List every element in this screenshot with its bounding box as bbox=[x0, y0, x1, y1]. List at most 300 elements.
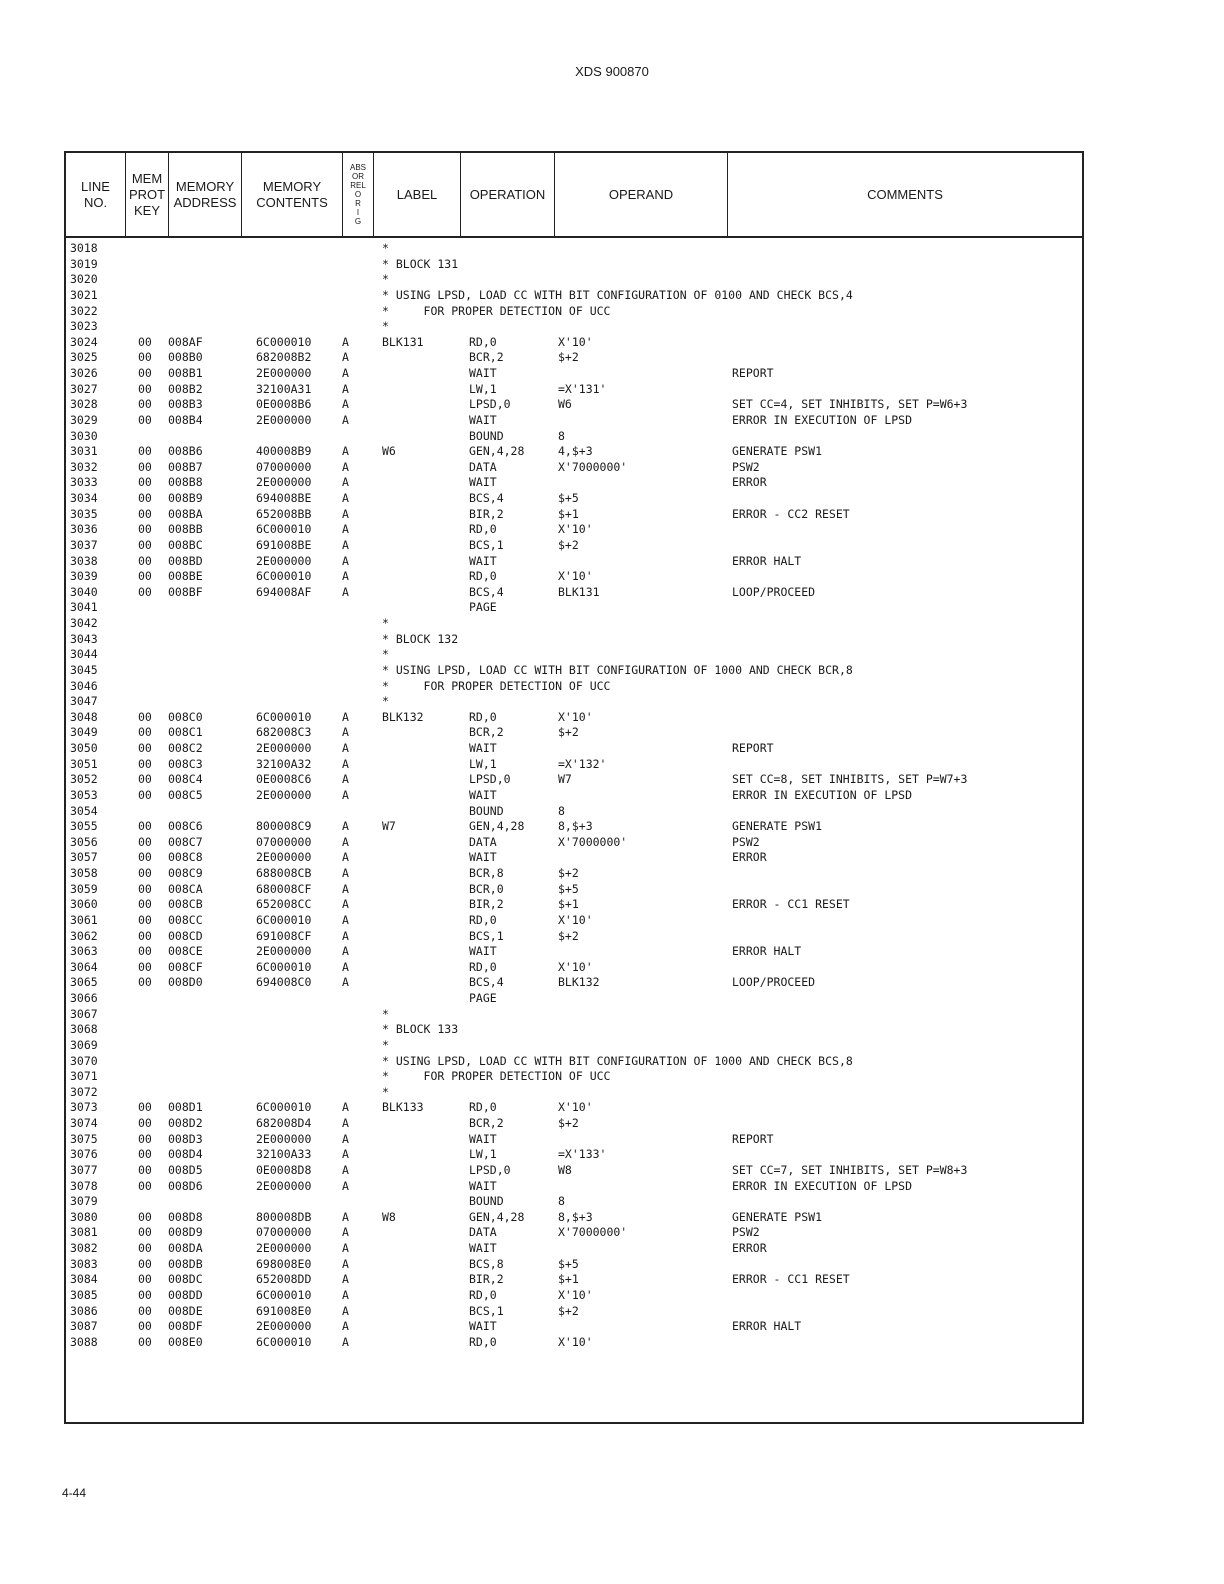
cell-abs-rel-flag: A bbox=[342, 1100, 349, 1115]
listing-row bbox=[66, 1163, 1082, 1179]
cell-memory-contents: 2E000000 bbox=[256, 1131, 312, 1146]
cell-operand: BLK132 bbox=[558, 975, 600, 990]
cell-line-number: 3069 bbox=[70, 1037, 98, 1052]
cell-memory-contents: 698008E0 bbox=[256, 1256, 312, 1271]
cell-operation: LPSD,0 bbox=[469, 772, 511, 787]
cell-memory-contents: 6C000010 bbox=[256, 709, 312, 724]
cell-abs-rel-flag: A bbox=[342, 1162, 349, 1177]
cell-memory-address: 008D0 bbox=[168, 975, 203, 990]
cell-operation: BCS,1 bbox=[469, 1303, 504, 1318]
cell-operation: BCS,8 bbox=[469, 1256, 504, 1271]
cell-abs-rel-flag: A bbox=[342, 928, 349, 943]
cell-mem-prot-key: 00 bbox=[138, 897, 152, 912]
cell-operand: $+5 bbox=[558, 1256, 579, 1271]
cell-abs-rel-flag: A bbox=[342, 912, 349, 927]
cell-operation: BCS,1 bbox=[469, 537, 504, 552]
listing-row bbox=[66, 1304, 1082, 1320]
cell-operand: $+5 bbox=[558, 491, 579, 505]
cell-abs-rel-flag: A bbox=[342, 491, 349, 505]
cell-memory-contents: 2E000000 bbox=[256, 553, 312, 568]
cell-operand: 8,$+3 bbox=[558, 819, 593, 834]
listing-row bbox=[66, 1022, 1082, 1038]
cell-abs-rel-flag: A bbox=[342, 584, 349, 599]
cell-memory-contents: 2E000000 bbox=[256, 1319, 312, 1334]
cell-label: BLK132 bbox=[382, 709, 424, 724]
cell-memory-contents: 400008B9 bbox=[256, 444, 312, 459]
cell-line-number: 3049 bbox=[70, 725, 98, 740]
cell-comment: ERROR IN EXECUTION OF LPSD bbox=[732, 412, 913, 427]
cell-memory-address: 008C3 bbox=[168, 756, 203, 771]
cell-abs-rel-flag: A bbox=[342, 725, 349, 740]
cell-label: * BLOCK 132 bbox=[382, 631, 459, 646]
cell-label: * bbox=[382, 319, 389, 334]
cell-memory-address: 008CC bbox=[168, 912, 203, 927]
cell-mem-prot-key: 00 bbox=[138, 553, 152, 568]
cell-memory-address: 008B8 bbox=[168, 475, 203, 490]
cell-line-number: 3086 bbox=[70, 1303, 98, 1318]
cell-abs-rel-flag: A bbox=[342, 1225, 349, 1240]
cell-line-number: 3041 bbox=[70, 600, 98, 615]
listing-row bbox=[66, 897, 1082, 913]
cell-mem-prot-key: 00 bbox=[138, 475, 152, 490]
cell-operand: $+5 bbox=[558, 881, 579, 896]
cell-operand: W7 bbox=[558, 772, 572, 787]
cell-abs-rel-flag: A bbox=[342, 397, 349, 412]
cell-line-number: 3071 bbox=[70, 1069, 98, 1084]
cell-operand: X'10' bbox=[558, 522, 593, 537]
cell-line-number: 3064 bbox=[70, 959, 98, 974]
cell-line-number: 3050 bbox=[70, 741, 98, 755]
cell-line-number: 3075 bbox=[70, 1131, 98, 1146]
cell-mem-prot-key: 00 bbox=[138, 881, 152, 896]
listing-row bbox=[66, 444, 1082, 460]
cell-abs-rel-flag: A bbox=[342, 1256, 349, 1271]
cell-operation: WAIT bbox=[469, 944, 497, 959]
cell-memory-contents: 2E000000 bbox=[256, 850, 312, 865]
cell-comment: REPORT bbox=[732, 366, 774, 380]
listing-row bbox=[66, 1085, 1082, 1101]
listing-row bbox=[66, 522, 1082, 538]
cell-comment: ERROR HALT bbox=[732, 553, 802, 568]
listing-row bbox=[66, 647, 1082, 663]
cell-label: BLK133 bbox=[382, 1100, 424, 1115]
cell-operand: $+1 bbox=[558, 506, 579, 521]
cell-mem-prot-key: 00 bbox=[138, 584, 152, 599]
cell-memory-address: 008D3 bbox=[168, 1131, 203, 1146]
cell-operand: X'10' bbox=[558, 1100, 593, 1115]
cell-memory-contents: 2E000000 bbox=[256, 475, 312, 490]
cell-memory-contents: 800008C9 bbox=[256, 819, 312, 834]
cell-mem-prot-key: 00 bbox=[138, 756, 152, 771]
document-id-header: XDS 900870 bbox=[575, 64, 649, 79]
listing-row bbox=[66, 288, 1082, 304]
listing-row bbox=[66, 1272, 1082, 1288]
cell-operation: PAGE bbox=[469, 991, 497, 1005]
cell-operand: X'7000000' bbox=[558, 1225, 628, 1240]
header-line-no: LINE NO. bbox=[66, 153, 126, 236]
cell-operation: RD,0 bbox=[469, 959, 497, 974]
cell-operation: BIR,2 bbox=[469, 1272, 504, 1287]
listing-row bbox=[66, 804, 1082, 820]
cell-memory-address: 008B9 bbox=[168, 491, 203, 505]
cell-line-number: 3046 bbox=[70, 678, 98, 693]
cell-abs-rel-flag: A bbox=[342, 444, 349, 459]
cell-memory-address: 008DF bbox=[168, 1319, 203, 1334]
cell-mem-prot-key: 00 bbox=[138, 569, 152, 584]
cell-operation: BOUND bbox=[469, 428, 504, 443]
cell-line-number: 3027 bbox=[70, 381, 98, 396]
listing-row bbox=[66, 413, 1082, 429]
cell-memory-address: 008B4 bbox=[168, 412, 203, 427]
cell-mem-prot-key: 00 bbox=[138, 1225, 152, 1240]
cell-mem-prot-key: 00 bbox=[138, 1131, 152, 1146]
cell-abs-rel-flag: A bbox=[342, 475, 349, 490]
cell-memory-contents: 0E0008D8 bbox=[256, 1162, 312, 1177]
cell-memory-address: 008C2 bbox=[168, 741, 203, 755]
cell-comment: PSW2 bbox=[732, 1225, 760, 1240]
cell-abs-rel-flag: A bbox=[342, 787, 349, 802]
cell-memory-address: 008BE bbox=[168, 569, 203, 584]
cell-operand: 8 bbox=[558, 803, 565, 818]
cell-operand: =X'133' bbox=[558, 1147, 607, 1162]
cell-operation: RD,0 bbox=[469, 1287, 497, 1302]
cell-memory-contents: 32100A31 bbox=[256, 381, 312, 396]
cell-mem-prot-key: 00 bbox=[138, 334, 152, 349]
cell-operation: RD,0 bbox=[469, 709, 497, 724]
cell-comment: ERROR - CC2 RESET bbox=[732, 506, 850, 521]
cell-memory-contents: 691008CF bbox=[256, 928, 312, 943]
cell-mem-prot-key: 00 bbox=[138, 412, 152, 427]
cell-memory-address: 008DE bbox=[168, 1303, 203, 1318]
cell-abs-rel-flag: A bbox=[342, 1178, 349, 1193]
header-operation: OPERATION bbox=[461, 153, 555, 236]
cell-operation: LW,1 bbox=[469, 756, 497, 771]
cell-abs-rel-flag: A bbox=[342, 350, 349, 365]
cell-memory-address: 008CD bbox=[168, 928, 203, 943]
listing-row bbox=[66, 554, 1082, 570]
cell-memory-contents: 0E0008B6 bbox=[256, 397, 312, 412]
cell-abs-rel-flag: A bbox=[342, 959, 349, 974]
cell-operation: BCR,0 bbox=[469, 881, 504, 896]
cell-operation: WAIT bbox=[469, 475, 497, 490]
cell-line-number: 3045 bbox=[70, 662, 98, 677]
cell-line-number: 3024 bbox=[70, 334, 98, 349]
cell-abs-rel-flag: A bbox=[342, 819, 349, 834]
cell-mem-prot-key: 00 bbox=[138, 1287, 152, 1302]
cell-mem-prot-key: 00 bbox=[138, 944, 152, 959]
cell-line-number: 3044 bbox=[70, 647, 98, 662]
cell-operation: RD,0 bbox=[469, 1100, 497, 1115]
cell-label: W7 bbox=[382, 819, 396, 834]
cell-label: * bbox=[382, 272, 389, 287]
cell-operand: $+2 bbox=[558, 866, 579, 880]
cell-line-number: 3088 bbox=[70, 1334, 98, 1349]
cell-memory-address: 008BC bbox=[168, 537, 203, 552]
listing-row bbox=[66, 788, 1082, 804]
cell-label: * bbox=[382, 241, 389, 255]
cell-abs-rel-flag: A bbox=[342, 1241, 349, 1255]
cell-abs-rel-flag: A bbox=[342, 537, 349, 552]
listing-row bbox=[66, 382, 1082, 398]
cell-operation: BCR,2 bbox=[469, 725, 504, 740]
listing-row bbox=[66, 866, 1082, 882]
cell-operation: WAIT bbox=[469, 412, 497, 427]
header-operand: OPERAND bbox=[555, 153, 728, 236]
cell-memory-address: 008B0 bbox=[168, 350, 203, 365]
cell-memory-address: 008D5 bbox=[168, 1162, 203, 1177]
cell-label: * bbox=[382, 694, 389, 709]
cell-operation: WAIT bbox=[469, 850, 497, 865]
listing-row bbox=[66, 772, 1082, 788]
cell-mem-prot-key: 00 bbox=[138, 1272, 152, 1287]
cell-operand: $+1 bbox=[558, 897, 579, 912]
cell-comment: ERROR bbox=[732, 850, 767, 865]
cell-operation: GEN,4,28 bbox=[469, 819, 525, 834]
listing-row bbox=[66, 1241, 1082, 1257]
listing-row bbox=[66, 850, 1082, 866]
cell-line-number: 3034 bbox=[70, 491, 98, 505]
cell-operation: DATA bbox=[469, 834, 497, 849]
listing-row bbox=[66, 366, 1082, 382]
cell-line-number: 3032 bbox=[70, 459, 98, 474]
listing-table bbox=[64, 151, 1084, 1424]
cell-memory-address: 008DC bbox=[168, 1272, 203, 1287]
cell-line-number: 3018 bbox=[70, 241, 98, 255]
cell-memory-contents: 6C000010 bbox=[256, 1287, 312, 1302]
cell-abs-rel-flag: A bbox=[342, 975, 349, 990]
cell-line-number: 3052 bbox=[70, 772, 98, 787]
cell-memory-contents: 6C000010 bbox=[256, 912, 312, 927]
cell-memory-contents: 682008C3 bbox=[256, 725, 312, 740]
cell-label: W8 bbox=[382, 1209, 396, 1224]
cell-operation: BCR,2 bbox=[469, 1116, 504, 1130]
listing-row bbox=[66, 304, 1082, 320]
cell-operand: X'7000000' bbox=[558, 459, 628, 474]
cell-line-number: 3056 bbox=[70, 834, 98, 849]
cell-mem-prot-key: 00 bbox=[138, 537, 152, 552]
cell-line-number: 3025 bbox=[70, 350, 98, 365]
cell-memory-contents: 652008CC bbox=[256, 897, 312, 912]
cell-memory-contents: 694008BE bbox=[256, 491, 312, 505]
cell-comment: SET CC=8, SET INHIBITS, SET P=W7+3 bbox=[732, 772, 968, 787]
cell-memory-contents: 688008CB bbox=[256, 866, 312, 880]
cell-label: * FOR PROPER DETECTION OF UCC bbox=[382, 678, 611, 693]
listing-row bbox=[66, 319, 1082, 335]
cell-abs-rel-flag: A bbox=[342, 1147, 349, 1162]
listing-row bbox=[66, 819, 1082, 835]
cell-mem-prot-key: 00 bbox=[138, 834, 152, 849]
listing-row bbox=[66, 991, 1082, 1007]
cell-memory-contents: 6C000010 bbox=[256, 522, 312, 537]
cell-operand: $+2 bbox=[558, 1116, 579, 1130]
cell-label: * BLOCK 131 bbox=[382, 256, 459, 271]
cell-comment: GENERATE PSW1 bbox=[732, 819, 823, 834]
cell-line-number: 3037 bbox=[70, 537, 98, 552]
cell-memory-address: 008D1 bbox=[168, 1100, 203, 1115]
cell-memory-address: 008D8 bbox=[168, 1209, 203, 1224]
cell-operation: WAIT bbox=[469, 787, 497, 802]
cell-line-number: 3022 bbox=[70, 303, 98, 318]
cell-operation: LPSD,0 bbox=[469, 1162, 511, 1177]
cell-line-number: 3054 bbox=[70, 803, 98, 818]
page-number: 4-44 bbox=[62, 1486, 87, 1500]
listing-row bbox=[66, 960, 1082, 976]
cell-memory-contents: 2E000000 bbox=[256, 787, 312, 802]
cell-mem-prot-key: 00 bbox=[138, 741, 152, 755]
cell-operation: DATA bbox=[469, 1225, 497, 1240]
cell-comment: ERROR bbox=[732, 475, 767, 490]
cell-line-number: 3020 bbox=[70, 272, 98, 287]
cell-memory-contents: 694008C0 bbox=[256, 975, 312, 990]
cell-memory-address: 008E0 bbox=[168, 1334, 203, 1349]
column-header-row bbox=[66, 153, 1082, 238]
cell-line-number: 3043 bbox=[70, 631, 98, 646]
listing-row bbox=[66, 241, 1082, 257]
cell-line-number: 3048 bbox=[70, 709, 98, 724]
cell-mem-prot-key: 00 bbox=[138, 787, 152, 802]
cell-abs-rel-flag: A bbox=[342, 553, 349, 568]
listing-row bbox=[66, 429, 1082, 445]
cell-operation: BOUND bbox=[469, 803, 504, 818]
cell-line-number: 3077 bbox=[70, 1162, 98, 1177]
cell-mem-prot-key: 00 bbox=[138, 928, 152, 943]
cell-operand: W8 bbox=[558, 1162, 572, 1177]
cell-mem-prot-key: 00 bbox=[138, 1100, 152, 1115]
cell-operation: LPSD,0 bbox=[469, 397, 511, 412]
cell-memory-contents: 2E000000 bbox=[256, 366, 312, 380]
cell-abs-rel-flag: A bbox=[342, 569, 349, 584]
cell-mem-prot-key: 00 bbox=[138, 850, 152, 865]
cell-operand: X'10' bbox=[558, 709, 593, 724]
cell-label: * bbox=[382, 1037, 389, 1052]
cell-line-number: 3063 bbox=[70, 944, 98, 959]
cell-line-number: 3078 bbox=[70, 1178, 98, 1193]
cell-operation: BCS,4 bbox=[469, 975, 504, 990]
listing-row bbox=[66, 1116, 1082, 1132]
cell-operation: WAIT bbox=[469, 1178, 497, 1193]
listing-row bbox=[66, 538, 1082, 554]
cell-operand: W6 bbox=[558, 397, 572, 412]
header-memory-contents: MEMORY CONTENTS bbox=[242, 153, 343, 236]
cell-line-number: 3074 bbox=[70, 1116, 98, 1130]
cell-line-number: 3023 bbox=[70, 319, 98, 334]
cell-memory-contents: 680008CF bbox=[256, 881, 312, 896]
cell-operand: X'10' bbox=[558, 1334, 593, 1349]
listing-row bbox=[66, 475, 1082, 491]
cell-comment: GENERATE PSW1 bbox=[732, 444, 823, 459]
cell-memory-contents: 2E000000 bbox=[256, 1241, 312, 1255]
cell-operand: X'7000000' bbox=[558, 834, 628, 849]
cell-comment: ERROR HALT bbox=[732, 944, 802, 959]
cell-memory-address: 008C9 bbox=[168, 866, 203, 880]
cell-operation: BOUND bbox=[469, 1194, 504, 1209]
cell-operation: LW,1 bbox=[469, 381, 497, 396]
cell-line-number: 3072 bbox=[70, 1084, 98, 1099]
cell-operand: $+2 bbox=[558, 725, 579, 740]
cell-comment: REPORT bbox=[732, 741, 774, 755]
cell-label: * bbox=[382, 1006, 389, 1021]
cell-memory-address: 008B7 bbox=[168, 459, 203, 474]
header-mem-prot-key: MEM PROT KEY bbox=[126, 153, 169, 236]
cell-operation: BCS,4 bbox=[469, 584, 504, 599]
listing-row bbox=[66, 679, 1082, 695]
cell-memory-address: 008C6 bbox=[168, 819, 203, 834]
cell-comment: ERROR - CC1 RESET bbox=[732, 1272, 850, 1287]
cell-memory-contents: 691008BE bbox=[256, 537, 312, 552]
cell-memory-contents: 6C000010 bbox=[256, 334, 312, 349]
cell-abs-rel-flag: A bbox=[342, 1131, 349, 1146]
cell-line-number: 3060 bbox=[70, 897, 98, 912]
listing-row bbox=[66, 725, 1082, 741]
cell-abs-rel-flag: A bbox=[342, 772, 349, 787]
cell-mem-prot-key: 00 bbox=[138, 975, 152, 990]
cell-line-number: 3082 bbox=[70, 1241, 98, 1255]
cell-comment: PSW2 bbox=[732, 459, 760, 474]
cell-operand: BLK131 bbox=[558, 584, 600, 599]
cell-comment: LOOP/PROCEED bbox=[732, 975, 816, 990]
cell-line-number: 3062 bbox=[70, 928, 98, 943]
cell-line-number: 3038 bbox=[70, 553, 98, 568]
cell-abs-rel-flag: A bbox=[342, 834, 349, 849]
cell-mem-prot-key: 00 bbox=[138, 1162, 152, 1177]
cell-operand: X'10' bbox=[558, 1287, 593, 1302]
cell-memory-address: 008CA bbox=[168, 881, 203, 896]
header-label: LABEL bbox=[374, 153, 461, 236]
listing-row bbox=[66, 710, 1082, 726]
cell-line-number: 3033 bbox=[70, 475, 98, 490]
listing-row bbox=[66, 835, 1082, 851]
cell-mem-prot-key: 00 bbox=[138, 459, 152, 474]
cell-memory-address: 008C5 bbox=[168, 787, 203, 802]
listing-row bbox=[66, 663, 1082, 679]
cell-memory-address: 008BF bbox=[168, 584, 203, 599]
cell-abs-rel-flag: A bbox=[342, 850, 349, 865]
cell-mem-prot-key: 00 bbox=[138, 506, 152, 521]
cell-mem-prot-key: 00 bbox=[138, 1256, 152, 1271]
cell-line-number: 3019 bbox=[70, 256, 98, 271]
cell-memory-address: 008C7 bbox=[168, 834, 203, 849]
cell-operation: GEN,4,28 bbox=[469, 444, 525, 459]
cell-memory-contents: 652008DD bbox=[256, 1272, 312, 1287]
cell-mem-prot-key: 00 bbox=[138, 1319, 152, 1334]
cell-memory-contents: 2E000000 bbox=[256, 1178, 312, 1193]
cell-abs-rel-flag: A bbox=[342, 381, 349, 396]
cell-line-number: 3087 bbox=[70, 1319, 98, 1334]
cell-line-number: 3058 bbox=[70, 866, 98, 880]
cell-line-number: 3036 bbox=[70, 522, 98, 537]
listing-row bbox=[66, 335, 1082, 351]
cell-line-number: 3053 bbox=[70, 787, 98, 802]
cell-operation: BIR,2 bbox=[469, 506, 504, 521]
listing-row bbox=[66, 1007, 1082, 1023]
cell-memory-address: 008C4 bbox=[168, 772, 203, 787]
cell-line-number: 3029 bbox=[70, 412, 98, 427]
cell-label: BLK131 bbox=[382, 334, 424, 349]
cell-operation: WAIT bbox=[469, 741, 497, 755]
cell-operation: LW,1 bbox=[469, 1147, 497, 1162]
cell-operation: WAIT bbox=[469, 553, 497, 568]
listing-row bbox=[66, 1069, 1082, 1085]
cell-mem-prot-key: 00 bbox=[138, 350, 152, 365]
cell-memory-address: 008D9 bbox=[168, 1225, 203, 1240]
listing-row bbox=[66, 1210, 1082, 1226]
cell-comment: SET CC=4, SET INHIBITS, SET P=W6+3 bbox=[732, 397, 968, 412]
cell-line-number: 3030 bbox=[70, 428, 98, 443]
cell-line-number: 3079 bbox=[70, 1194, 98, 1209]
cell-operand: $+1 bbox=[558, 1272, 579, 1287]
header-comments: COMMENTS bbox=[867, 186, 943, 202]
cell-operation: RD,0 bbox=[469, 1334, 497, 1349]
